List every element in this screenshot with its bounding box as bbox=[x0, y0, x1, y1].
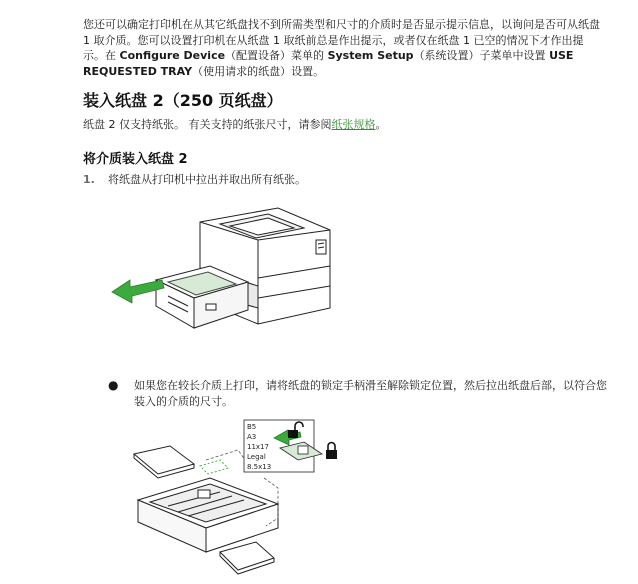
step-text: 将纸盘从打印机中拉出并取出所有纸张。 bbox=[108, 173, 306, 186]
menu-system-setup: System Setup bbox=[327, 49, 414, 62]
menu-configure-device: Configure Device bbox=[119, 49, 226, 62]
size-label-8-5x13: 8.5x13 bbox=[247, 463, 272, 471]
step-1 bbox=[83, 172, 603, 187]
size-label-legal: Legal bbox=[247, 453, 266, 461]
intro-text-2: （配置设备）菜单的 bbox=[225, 49, 328, 62]
printer-tray-illustration bbox=[108, 200, 338, 350]
step-number: 1. bbox=[83, 173, 95, 186]
menu-use-requested-tray: USE REQUESTED TRAY bbox=[83, 49, 574, 78]
section-paragraph bbox=[83, 117, 603, 133]
size-label-a3: A3 bbox=[247, 433, 257, 441]
size-label-11x17: 11x17 bbox=[247, 443, 269, 451]
bullet-dot: ● bbox=[108, 378, 119, 392]
bullet-text: 如果您在较长介质上打印，请将纸盘的锁定手柄滑至解除锁定位置，然后拉出纸盘后部，以符合您装入的介质的尺寸。 bbox=[134, 379, 607, 408]
intro-paragraph bbox=[83, 17, 603, 79]
tray-extension-illustration bbox=[128, 418, 368, 582]
section-para-text: 纸盘 2 仅支持纸张。 有关支持的纸张尺寸，请参阅 bbox=[83, 118, 332, 131]
intro-text-1: 您还可以确定打印机在从其它纸盘找不到所需类型和尺寸的介质时是否显示提示信息，以询问是否可从纸盘 1 取介质。您可以设置打印机在从纸盘 1 取纸前总是作出提示，或者仅在纸盘 1 已空的情况下才作出提示。在 bbox=[83, 18, 600, 62]
intro-text-3: （系统设置）子菜单中设置 bbox=[413, 49, 550, 62]
section-para-end: 。 bbox=[375, 118, 387, 131]
subsection-title: 将介质装入纸盘 2 bbox=[83, 152, 188, 167]
paper-spec-link[interactable]: 纸张规格 bbox=[331, 118, 376, 131]
lock-icon bbox=[326, 443, 337, 460]
section-title: 装入纸盘 2（250 页纸盘） bbox=[83, 91, 283, 110]
intro-text-4: （使用请求的纸盘）设置。 bbox=[192, 64, 325, 78]
size-label-b5: B5 bbox=[247, 423, 257, 431]
